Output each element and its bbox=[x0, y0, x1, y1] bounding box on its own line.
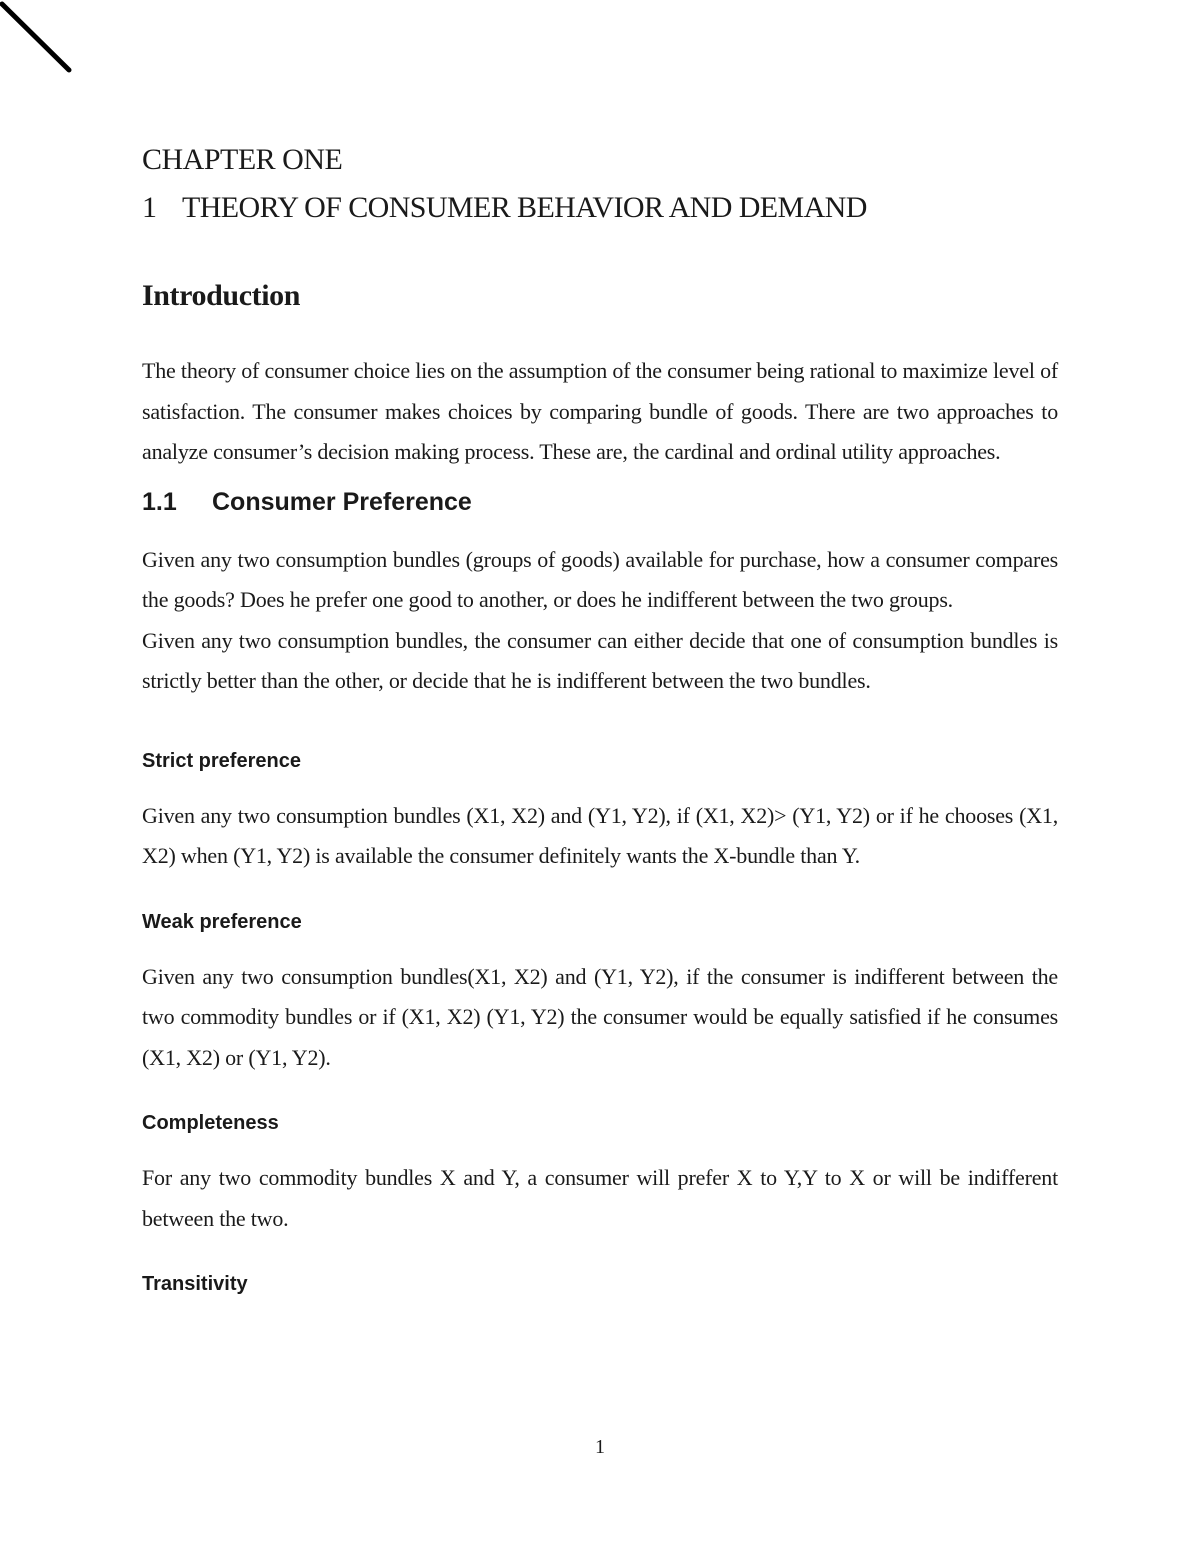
introduction-paragraph: The theory of consumer choice lies on the assumption of the consumer being rational to maximize level of satisfaction. The consumer makes choices by comparing bundle of goods. There are two approaches to analyze consumer’s decision making process. These are, the cardinal and ordinal utility approaches. bbox=[142, 358, 1058, 464]
completeness-paragraph: For any two commodity bundles X and Y, a consumer will prefer X to Y,Y to X or will be indifferent between the two. bbox=[142, 1165, 1058, 1231]
section-title: Consumer Preference bbox=[212, 487, 472, 516]
section-paragraph-2: Given any two consumption bundles, the consumer can either decide that one of consumption bundles is strictly better than the other, or decide that he is indifferent between the two bundles. bbox=[142, 627, 1058, 693]
introduction-heading: Introduction bbox=[142, 279, 301, 312]
chapter-title bbox=[142, 180, 1058, 236]
chapter-number: 1 bbox=[142, 191, 157, 224]
weak-preference-heading: Weak preference bbox=[142, 910, 302, 933]
completeness-heading: Completeness bbox=[142, 1112, 279, 1134]
document-page bbox=[142, 140, 1058, 1299]
strict-preference-paragraph: Given any two consumption bundles (X1, X2) and (Y1, Y2), if (X1, X2)> (Y1, Y2) or if he chooses (X1, X2) when (Y1, Y2) is available the consumer definitely wants the X-bundle than Y. bbox=[142, 802, 1058, 868]
weak-preference-paragraph: Given any two consumption bundles(X1, X2) and (Y1, Y2), if the consumer is indifferent between the two commodity bundles or if (X1, X2) (Y1, Y2) the consumer would be equally satisfied if he consumes (X1, X2) or (Y1, Y2). bbox=[142, 963, 1058, 1070]
section-paragraph-1: Given any two consumption bundles (groups of goods) available for purchase, how a consumer compares the goods? Does he prefer one good to another, or does he indifferent between the two groups. bbox=[142, 546, 1058, 612]
page-number: 1 bbox=[595, 1436, 605, 1458]
chapter-label: CHAPTER ONE bbox=[142, 143, 343, 176]
corner-line-mark bbox=[0, 0, 80, 80]
transitivity-heading: Transitivity bbox=[142, 1273, 248, 1295]
strict-preference-heading: Strict preference bbox=[142, 749, 301, 772]
section-number: 1.1 bbox=[142, 487, 177, 516]
section-heading bbox=[142, 484, 1058, 520]
chapter-title-text: THEORY OF CONSUMER BEHAVIOR AND DEMAND bbox=[182, 191, 867, 224]
